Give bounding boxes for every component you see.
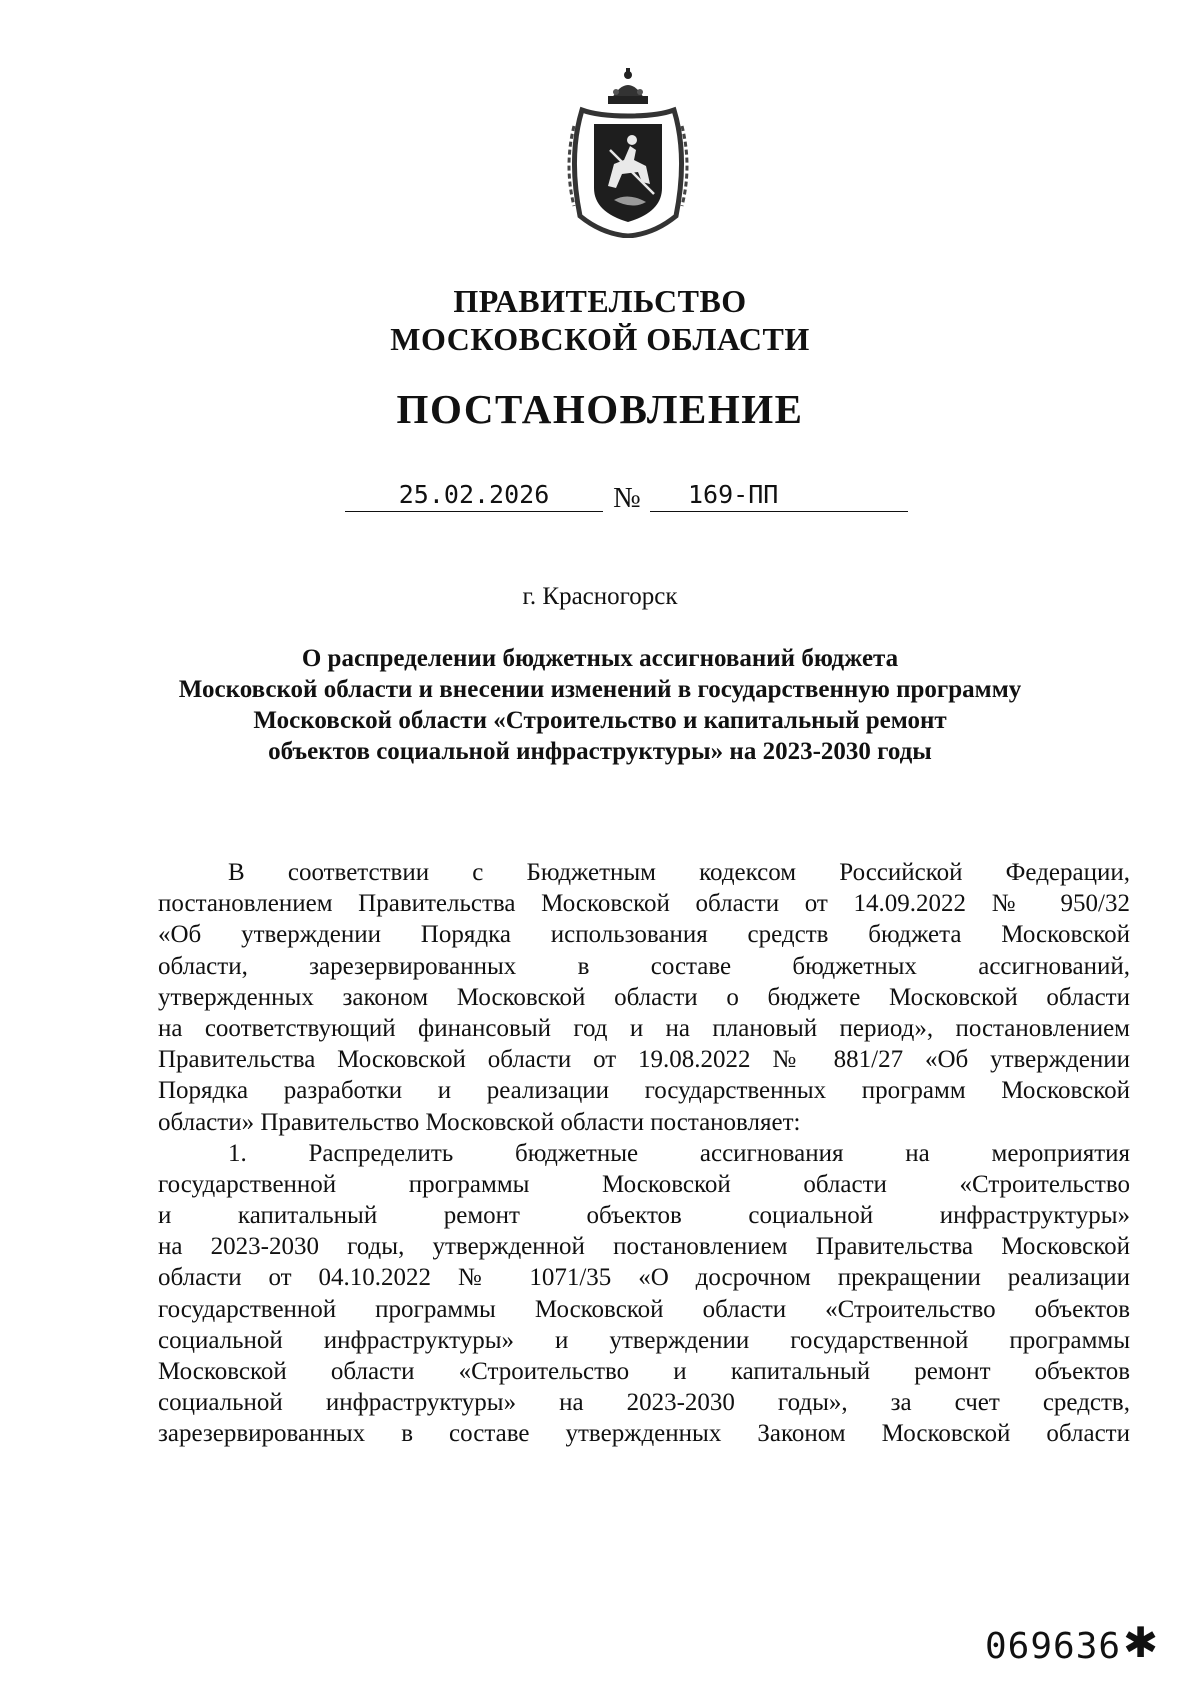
body-line: зарезервированных в составе утвержденных Законом Московской области [158, 1420, 1130, 1448]
body-line: области» Правительство Московской области постановляет: [158, 1108, 801, 1136]
body-line: Московской области «Строительство и капитальный ремонт объектов [158, 1358, 1130, 1385]
document-body [158, 857, 1130, 1450]
title-line: О распределении бюджетных ассигнований бюджета [301, 645, 899, 672]
body-line: социальной инфраструктуры» и утверждении государственной программы [158, 1326, 1130, 1354]
body-line: на 2023-2030 годы, утвержденной постановлением Правительства Московской [158, 1233, 1130, 1261]
organization-name-line1: ПРАВИТЕЛЬСТВО [453, 283, 747, 319]
document-date: 25.02.2026 [345, 480, 603, 512]
body-line: области, зарезервированных в составе бюджетных ассигнований, [158, 952, 1130, 980]
body-line: государственной программы Московской области «Строительство объектов [158, 1295, 1130, 1323]
document-type-heading: ПОСТАНОВЛЕНИЕ [396, 386, 804, 432]
serial-number: 069636 [985, 1626, 1122, 1667]
body-line: Правительства Московской области от 19.08.2022 № 881/27 «Об утверждении [158, 1046, 1130, 1074]
body-line: и капитальный ремонт объектов социальной инфраструктуры» [158, 1202, 1130, 1230]
title-line: Московской области «Строительство и капитальный ремонт [253, 707, 947, 734]
title-line: Московской области и внесении изменений в государственную программу [178, 676, 1022, 703]
body-line: утвержденных законом Московской области о бюджете Московской области [158, 983, 1130, 1011]
body-line: социальной инфраструктуры» на 2023-2030 годы», за счет средств, [158, 1389, 1130, 1417]
body-line: В соответствии с Бюджетным кодексом Российской Федерации, [228, 859, 1130, 886]
star-mark-icon: ✱ [1123, 1621, 1159, 1667]
body-line: 1. Распределить бюджетные ассигнования на мероприятия [228, 1139, 1130, 1167]
body-line: постановлением Правительства Московской области от 14.09.2022 № 950/32 [158, 890, 1130, 918]
title-line: объектов социальной инфраструктуры» на 2023-2030 годы [268, 738, 932, 765]
number-sign: № [613, 482, 641, 514]
body-line: «Об утверждении Порядка использования средств бюджета Московской [158, 921, 1130, 949]
body-line: Порядка разработки и реализации государственных программ Московской [158, 1077, 1130, 1105]
document-title [150, 643, 1050, 767]
body-line: государственной программы Московской области «Строительство [158, 1170, 1130, 1198]
organization-name-line2: МОСКОВСКОЙ ОБЛАСТИ [390, 321, 810, 357]
document-city: г. Красногорск [522, 583, 678, 610]
document-number: 169-ПП [650, 480, 908, 512]
body-line: на соответствующий финансовый год и на плановый период», постановлением [158, 1014, 1130, 1042]
coat-of-arms-icon [562, 66, 694, 238]
body-line: области от 04.10.2022 № 1071/35 «О досрочном прекращении реализации [158, 1264, 1130, 1292]
